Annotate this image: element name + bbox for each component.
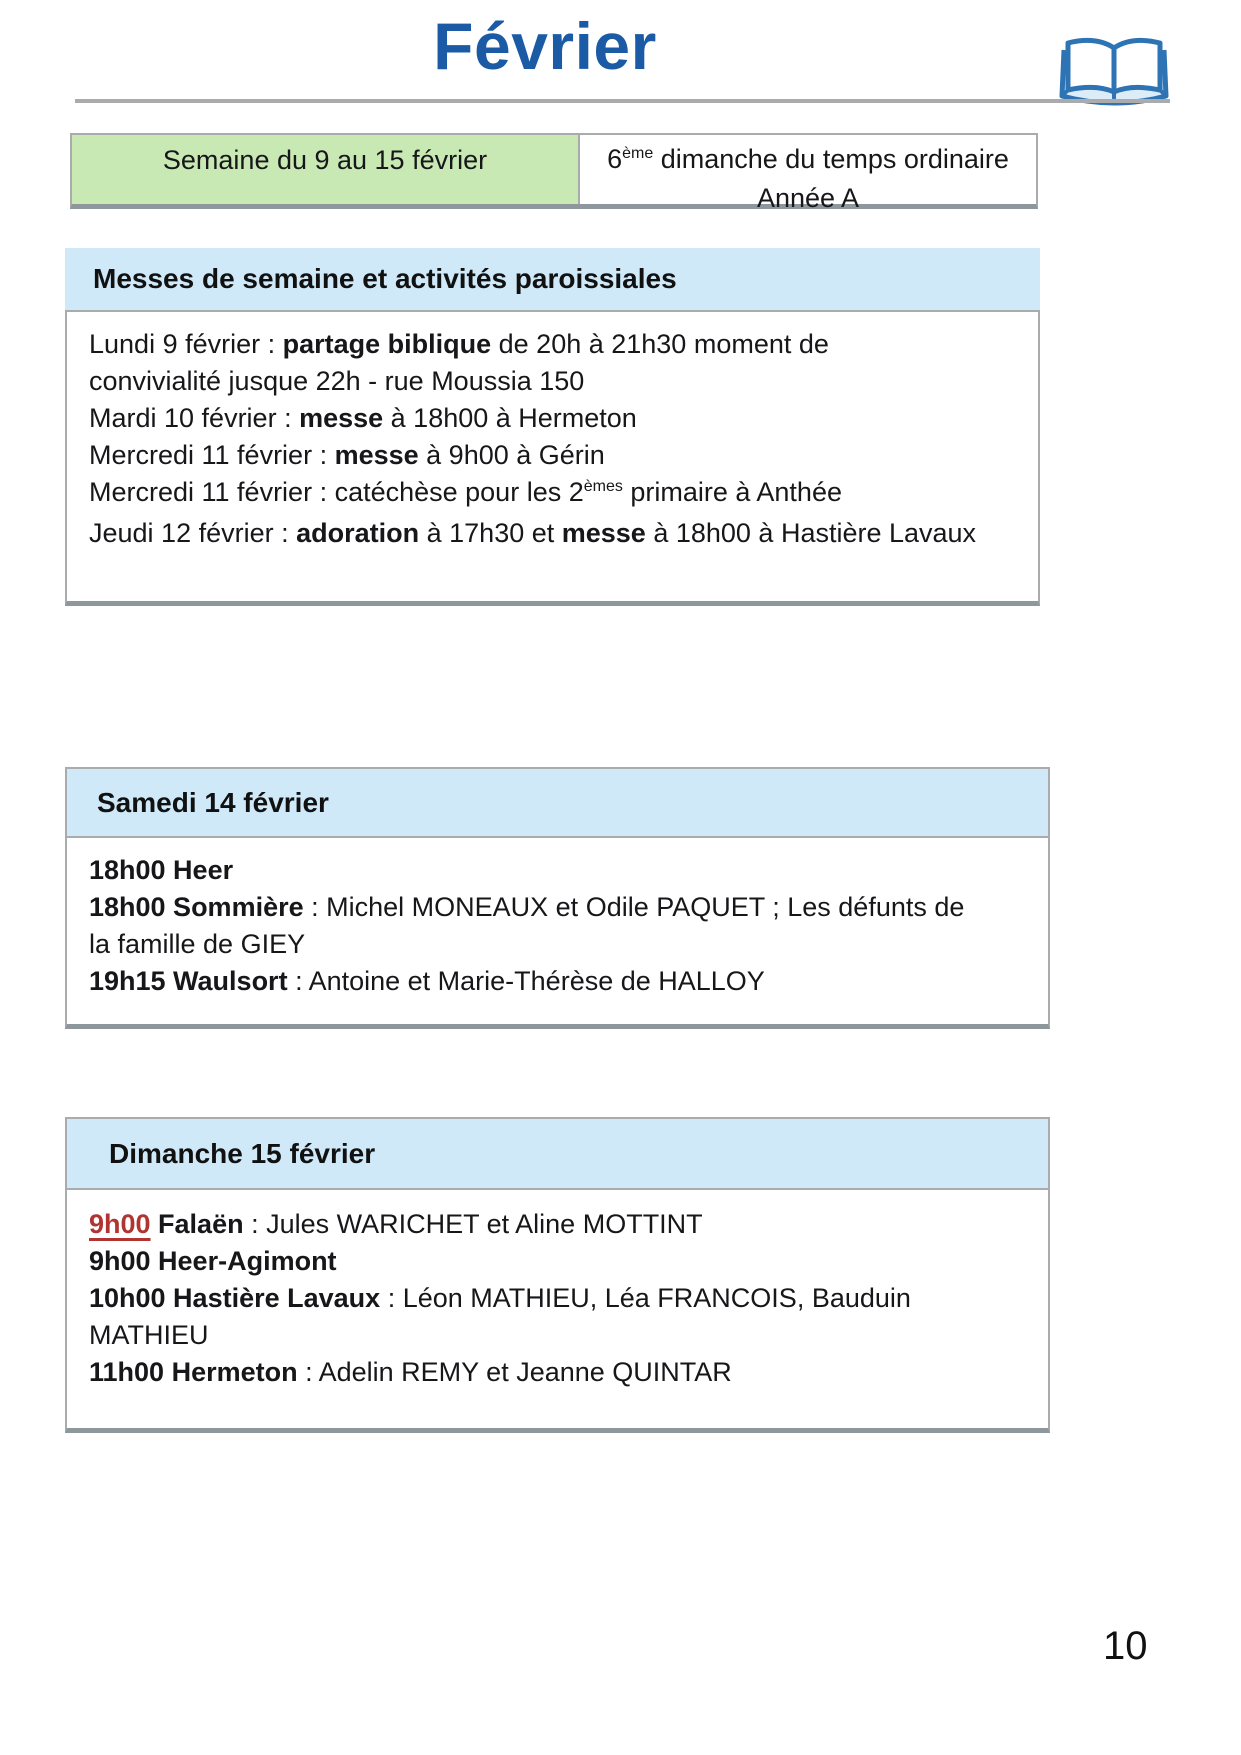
section-saturday <box>65 767 1050 1029</box>
mass-line: 9h00 Heer-Agimont <box>89 1246 337 1276</box>
section-weekly-masses <box>65 248 1040 606</box>
schedule-line: Jeudi 12 février : adoration à 17h30 et messe à 18h00 à Hastière Lavaux <box>89 518 977 548</box>
schedule-line: Mardi 10 février : messe à 18h00 à Hermeton <box>89 403 637 433</box>
mass-line: MATHIEU <box>89 1320 209 1350</box>
section-sunday <box>65 1117 1050 1433</box>
mass-line: 10h00 Hastière Lavaux : Léon MATHIEU, Léa FRANCOIS, Bauduin <box>89 1283 911 1313</box>
ordinal-superscript: ème <box>622 145 654 162</box>
mass-line: 18h00 Heer <box>89 855 234 885</box>
mass-line: 19h15 Waulsort : Antoine et Marie-Thérèse de HALLOY <box>89 966 765 996</box>
highlighted-time: 9h00 <box>89 1209 151 1239</box>
title-divider <box>75 99 1170 103</box>
section-body <box>67 838 1048 1024</box>
section-header: Messes de semaine et activités paroissiales <box>65 248 1040 310</box>
mass-line: 9h00 Falaën : Jules WARICHET et Aline MOTTINT <box>89 1209 703 1239</box>
liturgical-year: Année A <box>756 183 860 213</box>
schedule-line: Mercredi 11 février : catéchèse pour les 2èmes primaire à Anthée <box>89 477 842 507</box>
section-header: Dimanche 15 février <box>67 1119 1048 1190</box>
mass-line: la famille de GIEY <box>89 929 306 959</box>
schedule-line: convivialité jusque 22h - rue Moussia 150 <box>89 366 585 396</box>
schedule-line: Mercredi 11 février : messe à 9h00 à Gérin <box>89 440 605 470</box>
mass-line: 18h00 Sommière : Michel MONEAUX et Odile PAQUET ; Les défunts de <box>89 892 965 922</box>
week-banner-label: Semaine du 9 au 15 février <box>72 135 580 204</box>
schedule-line: Lundi 9 février : partage biblique de 20h à 21h30 moment de <box>89 329 829 359</box>
week-banner-sunday: 6ème dimanche du temps ordinaire Année A <box>607 144 1009 213</box>
ordinal-superscript: èmes <box>583 478 623 495</box>
page-number: 10 <box>1103 1624 1148 1668</box>
mass-line: 11h00 Hermeton : Adelin REMY et Jeanne QUINTAR <box>89 1357 732 1387</box>
page-title: Février <box>433 9 657 83</box>
section-body <box>67 1190 1048 1428</box>
week-banner <box>70 133 1038 213</box>
section-header: Samedi 14 février <box>67 769 1048 838</box>
section-body <box>65 310 1040 606</box>
